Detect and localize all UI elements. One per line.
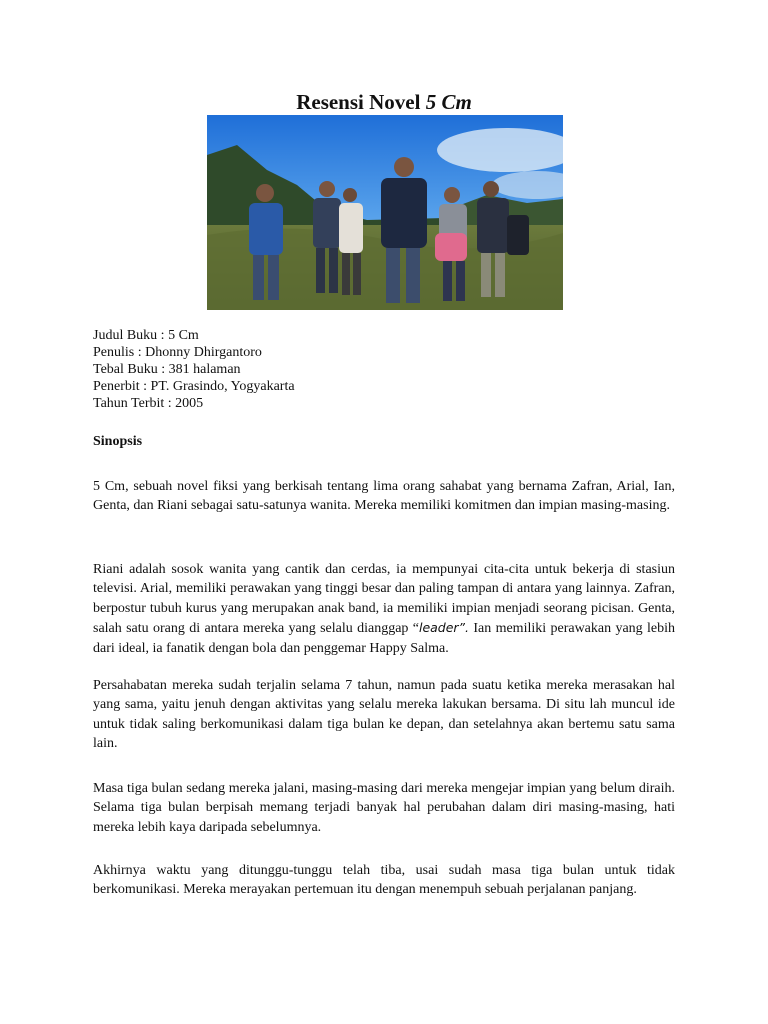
cover-photo <box>207 115 563 310</box>
page-title <box>0 89 768 115</box>
publish-year-line: Tahun Terbit : 2005 <box>93 396 204 411</box>
book-title-line: Judul Buku : 5 Cm <box>93 328 199 343</box>
publisher-line: Penerbit : PT. Grasindo, Yogyakarta <box>93 379 295 394</box>
paragraph: Persahabatan mereka sudah terjalin selama 7 tahun, namun pada suatu ketika mereka merasakan hal yang sama, yaitu jenuh dengan aktivitas yang selalu mereka lakukan bersama. Di situ lah muncul ide untuk tidak saling berkomunikasi dalam tiga bulan ke depan, dan setelahnya akan bertemu satu sama lain. <box>93 678 675 752</box>
paragraph <box>93 560 675 658</box>
paragraph: 5 Cm, sebuah novel fiksi yang berkisah tentang lima orang sahabat yang bernama Zafran, Arial, Ian, Genta, dan Riani sebagai satu-satunya wanita. Mereka memiliki komitmen dan impian masing-masing. <box>93 479 675 514</box>
paragraph: Masa tiga bulan sedang mereka jalani, masing-masing dari mereka mengejar impian yang belum diraih. Selama tiga bulan berpisah memang terjadi banyak hal perubahan dalam diri masing-masing, hati mereka lebih kaya daripada sebelumnya. <box>93 781 675 835</box>
leader-word: leader”. <box>418 620 470 636</box>
paragraph: Akhirnya waktu yang ditunggu-tunggu telah tiba, usai sudah masa tiga bulan untuk tidak berkomunikasi. Mereka merayakan pertemuan itu dengan menempuh sebuah perjalanan panjang. <box>93 863 675 898</box>
paragraph-text: Riani adalah sosok wanita yang cantik dan cerdas, ia mempunyai cita-cita untuk bekerja di stasiun televisi. Arial, memiliki perawakan yang tinggi besar dan paling tampan di antara yang lainnya. Zafran, berpostur tubuh kurus yang merupakan anak band, ia memiliki impian menjadi seorang picisan. Genta, salah satu orang di antara mereka yang selalu dianggap “ <box>93 562 675 637</box>
page-count-line: Tebal Buku : 381 halaman <box>93 362 241 377</box>
sinopsis-heading: Sinopsis <box>93 434 143 449</box>
book-info <box>93 327 693 412</box>
title-main: Resensi Novel <box>296 90 421 114</box>
title-italic: 5 Cm <box>425 90 472 114</box>
author-line: Penulis : Dhonny Dhirgantoro <box>93 345 262 360</box>
paragraph-text: Ian memiliki perawakan yang lebih dari ideal, ia fanatik dengan bola dan penggemar Happy Salma. <box>93 621 675 656</box>
